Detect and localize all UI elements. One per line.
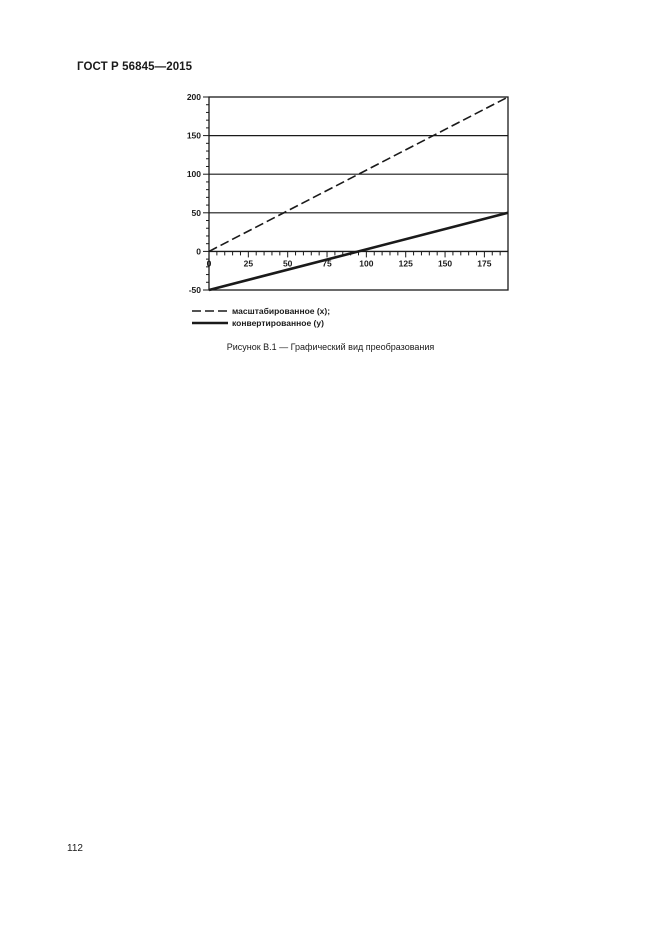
y-tick-label: 50 — [191, 207, 201, 218]
tick-layer — [187, 92, 508, 295]
legend-layer — [192, 306, 330, 328]
x-tick-label: 50 — [282, 258, 293, 269]
x-tick-label: 75 — [322, 258, 332, 269]
y-tick-label: 100 — [186, 169, 201, 180]
x-tick-label: 100 — [359, 258, 374, 269]
y-tick-label: 150 — [186, 130, 201, 141]
x-tick-label: 150 — [437, 258, 453, 269]
x-tick-label: 125 — [398, 258, 413, 269]
legend-label: масштабированное (x); — [232, 306, 331, 316]
x-tick-label: 25 — [243, 258, 254, 269]
x-tick-label: 175 — [477, 258, 492, 269]
document-header: ГОСТ Р 56845—2015 — [77, 61, 193, 73]
grid-layer — [209, 136, 508, 252]
page-number: 112 — [67, 843, 83, 854]
y-tick-label: 200 — [186, 92, 201, 102]
legend-label: конвертированное (y) — [232, 318, 324, 328]
x-tick-label: 0 — [206, 258, 212, 269]
figure-caption: Рисунок В.1 — Графический вид преобразования — [226, 342, 435, 352]
y-tick-label: -50 — [188, 285, 201, 295]
y-tick-label: 0 — [196, 246, 201, 257]
